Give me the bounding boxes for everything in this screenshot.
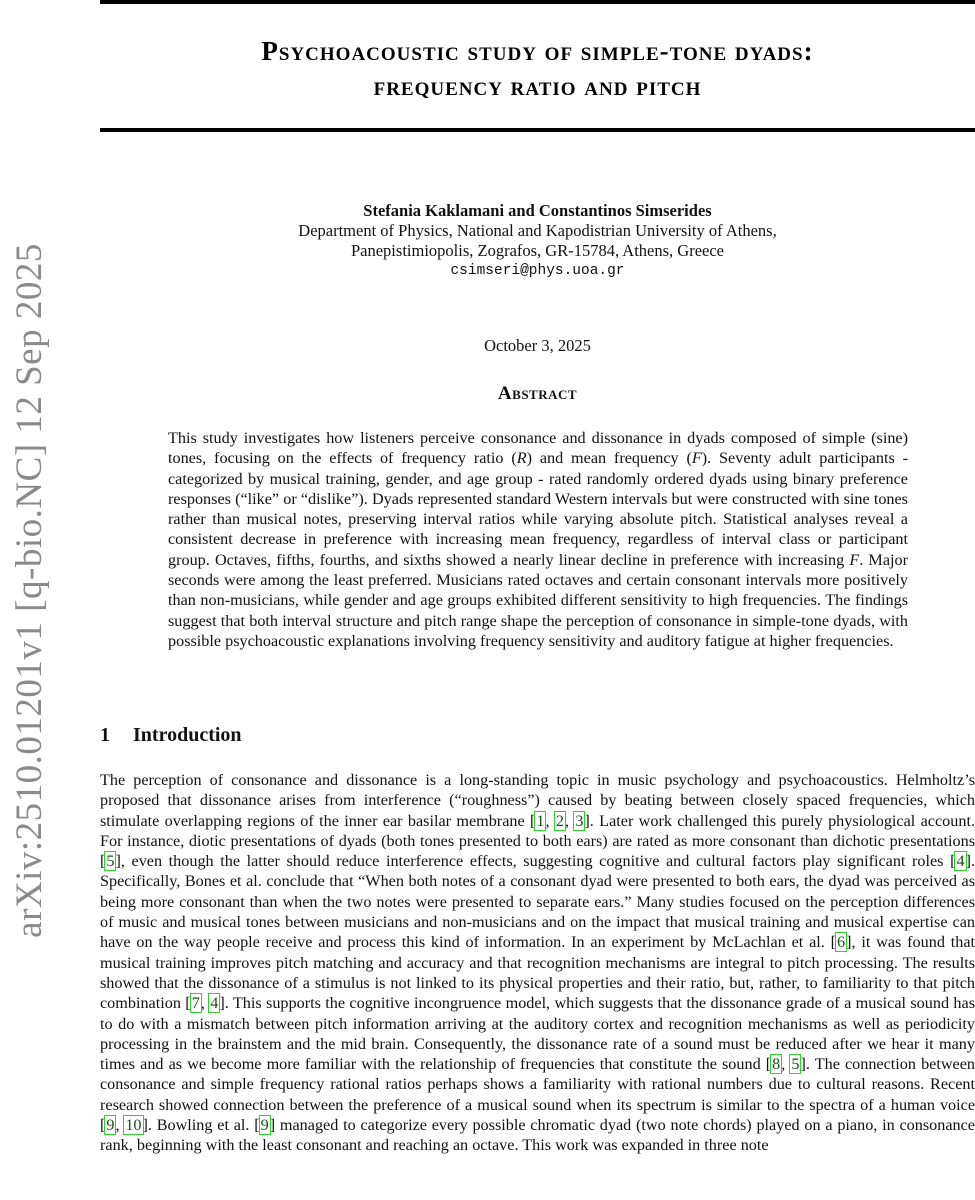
affiliation-line-1: Department of Physics, National and Kapodistrian University of Athens, (298, 221, 777, 240)
citation-link-1[interactable]: 1 (536, 811, 545, 830)
abstract-part-4: . Major seconds were among the least preferred. Musicians rated octaves and certain consonant intervals more positively than non-musicians, while gender and age groups exhibited different sensitivity to high frequencies. The findings suggest that both interval structure and pitch range shape the perception of consonance in simple-tone dyads, with possible psychoacoustic explanations involving frequency sensitivity and auditory fatigue at higher frequencies. (168, 550, 908, 650)
abstract-heading: Abstract (497, 383, 578, 404)
citation-link-4[interactable]: 4 (956, 852, 965, 871)
intro-part-4: ]. Specifically, Bones et al. conclude that “When both notes of a consonant dyad were presented to both ears, the dyad was perceived as being more consonant than when the two notes were presented to separate ears.” Many studies focused on the perception differences of music and musical tones between musicians and non-musicians and on the impact that musical training and musical expertise can have on the way people receive and process this kind of information. In an experiment by McLachlan et al. [ (100, 852, 975, 952)
section-number: 1 (100, 724, 110, 746)
section-heading-introduction (100, 724, 242, 747)
title-line-1: Psychoacoustic study of simple-tone dyads: (261, 36, 814, 66)
math-var-f-2: F (849, 550, 860, 569)
section-title: Introduction (133, 724, 242, 746)
intro-part-6: ]. This supports the cognitive incongruence model, which suggests that the dissonance grade of a musical sound has to do with a mismatch between pitch information arriving at the auditory cortex and recognition mechanisms as well as periodicity processing in the brainstem and the mid brain. Consequently, the dissonance rate of a sound must be reduced after we hear it many times and as we become more familiar with the relationship of frequencies that constitute the sound [ (100, 994, 975, 1074)
citation-link-9b[interactable]: 9 (260, 1116, 269, 1135)
abstract-part-3: ). Seventy adult participants - categorized by musical training, gender, and age group - rated randomly ordered dyads using binary preference responses (“like” or “dislike”). Dyads represented standard Western intervals but were constructed with sine tones rather than musical notes, preserving interval ratios while varying absolute pitch. Statistical analyses reveal a consistent decrease in preference with increasing mean frequency, regardless of interval class or participant group. Octaves, fifths, fourths, and sixths showed a nearly linear decline in preference with increasing (168, 449, 908, 569)
intro-part-8: ]. Bowling et al. [ (142, 1116, 260, 1135)
citation-link-8[interactable]: 8 (772, 1055, 781, 1074)
introduction-text: The perception of consonance and dissonance is a long-standing topic in music psychology and psychoacoustics. Helmholtz’s proposed that dissonance arises from interference (“roughness”) caused by beating between closely spaced frequencies, which stimulate overlapping regions of the inner ear basilar membrane [1, 2, 3]. Later work challenged this purely physiological account. For instance, diotic presentations of dyads (both tones presented to both ears) are rated as more consonant than dichotic presentations [5], even though the latter should reduce interference effects, suggesting cognitive and cultural factors play significant roles [4]. Specifically, Bones et al. conclude that “When both notes of a consonant dyad were presented to both ears, the dyad was perceived as being more consonant than when the two notes were presented to separate ears.” Many studies focused on the perception differences of music and musical tones between musicians and non-musicians and on the impact that musical training and musical expertise can have on the way people receive and process this kind of information. In an experiment by McLachlan et al. [6], it was found that musical training improves pitch matching and accuracy and that recognition mechanisms are integral to pitch processing. The results showed that the dissonance of a stimulus is not linked to its physical properties and their ratio, but, rather, to familiarity to that pitch combination [7, 4]. This supports the cognitive incongruence model, which suggests that the dissonance grade of a musical sound has to do with a mismatch between pitch information arriving at the auditory cortex and recognition mechanisms as well as periodicity processing in the brainstem and the mid brain. Consequently, the dissonance rate of a sound must be reduced after we hear it many times and as we become more familiar with the relationship of frequencies that constitute the sound [8, 5]. The connection between consonance and simple frequency rational ratios perhaps shows a familiarity with rational numbers due to cultural reasons. Recent research showed connection between the preference of a musical sound when its spectrum is similar to the spectra of a human voice [9, 10]. Bowling et al. [9] managed to categorize every possible chromatic dyad (two note chords) played on a piano, in consonance rank, beginning with the least consonant and reaching an octave. This work was expanded in three note (100, 771, 975, 1155)
math-var-f: F (691, 449, 702, 468)
intro-part-3: ], even though the latter should reduce interference effects, suggesting cognitive and cultural factors play significant roles [ (115, 852, 956, 871)
math-var-r: R (516, 449, 527, 468)
abstract-part-2: ) and mean frequency ( (526, 449, 692, 468)
title-top-rule (100, 0, 975, 4)
intro-part-5: ], it was found that musical training improves pitch matching and accuracy and that recognition mechanisms are integral to pitch processing. The results showed that the dissonance of a stimulus is not linked to its physical properties and their ratio, but, rather, to familiarity to that pitch combination [ (100, 933, 975, 1013)
intro-part-7: ]. The connection between consonance and simple frequency rational ratios perhaps shows a familiarity with rational numbers due to cultural reasons. Recent research showed connection between the preference of a musical sound when its spectrum is similar to the spectra of a human voice [ (100, 1055, 975, 1135)
citation-link-7[interactable]: 7 (191, 994, 200, 1013)
affiliation-line-2: Panepistimiopolis, Zografos, GR-15784, Athens, Greece (350, 241, 725, 260)
citation-link-2[interactable]: 2 (555, 811, 564, 830)
arxiv-identifier-text: arXiv:2510.01201v1 [q-bio.NC] 12 Sep 2025 (8, 242, 50, 938)
paper-date: October 3, 2025 (484, 336, 591, 355)
citation-link-5[interactable]: 5 (106, 852, 115, 871)
intro-part-9: ] managed to categorize every possible chromatic dyad (two note chords) played on a piano, in consonance rank, beginning with the least consonant and reaching an octave. This work was expanded in three note (100, 1116, 975, 1155)
intro-part-1: The perception of consonance and dissonance is a long-standing topic in music psychology and psychoacoustics. Helmholtz’s proposed that dissonance arises from interference (“roughness”) caused by beating between closely spaced frequencies, which stimulate overlapping regions of the inner ear basilar membrane [ (100, 771, 975, 830)
title-line-2: frequency ratio and pitch (373, 71, 702, 101)
author-names: Stefania Kaklamani and Constantinos Simserides (363, 201, 712, 220)
citation-link-9[interactable]: 9 (106, 1116, 115, 1135)
citation-link-4b[interactable]: 4 (210, 994, 219, 1013)
abstract-text (168, 428, 908, 651)
paper-title (100, 34, 975, 104)
intro-part-2: ]. Later work challenged this purely physiological account. For instance, diotic presentations of dyads (both tones presented to both ears) are rated as more consonant than dichotic presentations [ (100, 811, 975, 871)
author-block (100, 201, 975, 281)
abstract-part-1: This study investigates how listeners perceive consonance and dissonance in dyads composed of simple (sine) tones, focusing on the effects of frequency ratio ( (168, 429, 908, 468)
arxiv-identifier-stamp (0, 240, 58, 940)
citation-link-10[interactable]: 10 (125, 1116, 142, 1135)
citation-link-6[interactable]: 6 (837, 933, 846, 952)
author-email[interactable]: csimseri@phys.uoa.gr (450, 263, 625, 279)
citation-link-5b[interactable]: 5 (791, 1055, 800, 1074)
title-bottom-rule (100, 128, 975, 132)
citation-link-3[interactable]: 3 (575, 811, 584, 830)
